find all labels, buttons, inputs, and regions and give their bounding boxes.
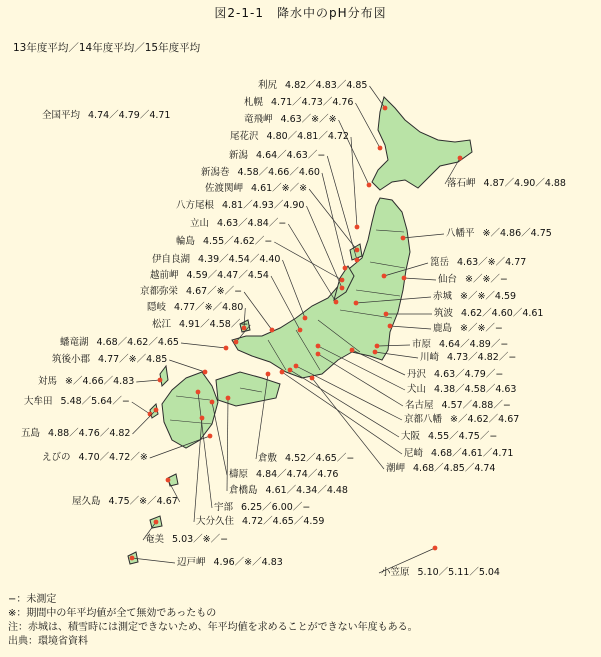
station-12-dot — [270, 328, 275, 333]
notes-block — [8, 593, 418, 649]
station-name: 市原 — [412, 339, 432, 350]
station-values: 4.75／※／4.67 — [108, 496, 178, 507]
station-name: 宇部 — [214, 502, 234, 513]
station-name: 檮原 — [229, 469, 249, 480]
station-11-label — [150, 270, 269, 282]
station-values: 4.77／※／4.85 — [98, 354, 168, 365]
station-3-dot — [355, 225, 360, 230]
station-15-label — [60, 337, 179, 349]
station-name: えびの — [42, 452, 71, 463]
station-name: 佐渡関岬 — [205, 183, 244, 194]
station-43-leader — [296, 366, 402, 420]
station-values: 4.58／4.66／4.60 — [237, 167, 320, 178]
station-41-leader — [318, 346, 405, 390]
station-17-label — [38, 376, 134, 388]
station-0-dot — [383, 106, 388, 111]
station-name: 伊自良湖 — [152, 254, 191, 265]
station-values: 4.38／4.58／4.63 — [434, 384, 517, 395]
station-15-dot — [224, 346, 229, 351]
station-37-dot — [388, 324, 393, 329]
station-name: 倉敷 — [258, 453, 278, 464]
station-33-dot — [382, 274, 387, 279]
station-name: 赤城 — [433, 291, 453, 302]
station-name: 越前岬 — [150, 270, 179, 281]
station-name: 箆岳 — [430, 257, 450, 268]
station-8-dot — [334, 300, 339, 305]
station-name: 輪島 — [176, 236, 196, 247]
station-14-dot — [234, 340, 239, 345]
station-name: 尼崎 — [404, 448, 424, 459]
station-name: 小笠原 — [381, 567, 410, 578]
station-values: 5.03／※／− — [172, 534, 229, 545]
station-values: 4.82／4.83／4.85 — [285, 80, 368, 91]
station-3-leader — [351, 137, 357, 227]
station-name: 竜飛岬 — [244, 114, 273, 125]
station-5-label — [201, 167, 320, 179]
station-name: 潮岬 — [386, 463, 406, 474]
station-29-label — [381, 567, 500, 579]
station-values: 4.96／※／4.83 — [213, 557, 283, 568]
station-21-label — [72, 496, 178, 508]
station-25-dot — [210, 400, 215, 405]
station-45-dot — [280, 370, 285, 375]
station-values: 4.59／4.47／4.54 — [186, 270, 269, 281]
station-values: 4.87／4.90／4.88 — [483, 178, 566, 189]
station-46-label — [386, 463, 495, 475]
station-values: 4.71／4.73／4.76 — [271, 97, 354, 108]
station-name: 利尻 — [258, 80, 278, 91]
station-18-leader — [132, 402, 150, 414]
station-name: 対馬 — [38, 376, 58, 387]
station-values: 4.68／4.61／4.71 — [431, 448, 514, 459]
station-32-dot — [401, 236, 406, 241]
station-20-label — [42, 452, 148, 464]
station-name: 松江 — [152, 319, 172, 330]
station-11-leader — [271, 276, 300, 330]
station-values: 6.25／6.00／− — [241, 502, 311, 513]
note-akagi: 注：赤城は、積雪時には測定できないため、年平均値を求めることができない年度もある。 — [8, 622, 418, 633]
station-values: ※／4.66／4.83 — [65, 376, 135, 387]
station-22-label — [145, 534, 228, 546]
station-values: 4.77／※／4.80 — [174, 302, 244, 313]
station-name: 立山 — [190, 218, 210, 229]
note-invalid: ※：期間中の年平均値が全て無効であったもの — [8, 608, 217, 619]
station-35-label — [433, 291, 516, 303]
station-3-label — [230, 131, 349, 143]
station-42-label — [405, 400, 511, 412]
station-values: 4.68／4.62／4.65 — [96, 337, 179, 348]
station-32-leader — [403, 234, 444, 238]
station-10-label — [152, 254, 280, 266]
station-1-leader — [355, 103, 380, 148]
station-values: 4.39／4.54／4.40 — [198, 254, 281, 265]
station-name: 隠岐 — [147, 302, 167, 313]
station-7-label — [176, 200, 304, 212]
station-10-dot — [303, 316, 308, 321]
station-name: 倉橋島 — [229, 485, 258, 496]
station-15-leader — [181, 343, 226, 348]
station-values: 4.57／4.88／− — [441, 400, 511, 411]
station-40-label — [407, 369, 503, 381]
station-44-label — [401, 431, 497, 443]
station-16-label — [52, 354, 167, 366]
station-36-dot — [384, 312, 389, 317]
station-43-dot — [294, 364, 299, 369]
station-26-dot — [226, 396, 231, 401]
station-24-dot — [266, 372, 271, 377]
station-values: 4.68／4.85／4.74 — [413, 463, 496, 474]
station-values: 4.55／4.62／− — [203, 236, 273, 247]
station-name: 全国平均 — [42, 110, 81, 121]
station-4-dot — [355, 258, 360, 263]
station-6-label — [205, 183, 307, 195]
station-39-label — [420, 352, 516, 364]
station-27-label — [214, 502, 310, 514]
station-28-dot — [200, 416, 205, 421]
station-44-leader — [290, 370, 399, 437]
station-23-dot — [130, 556, 135, 561]
station-13-label — [147, 302, 243, 314]
station-39-leader — [375, 352, 418, 358]
station-values: 4.67／※／− — [186, 286, 243, 297]
station-name: 大分久住 — [196, 516, 235, 527]
station-0-leader — [369, 86, 385, 108]
station-8-label — [190, 218, 286, 230]
station-40-leader — [352, 350, 405, 375]
station-26-label — [229, 485, 348, 497]
station-name: 五島 — [21, 428, 41, 439]
station-23-label — [177, 557, 283, 569]
station-name: 京都弥栄 — [140, 286, 179, 297]
station-36-label — [434, 308, 543, 320]
station-values: 4.63／※／4.77 — [457, 257, 527, 268]
station-19-leader — [132, 410, 156, 434]
station-values: 4.70／4.72／※ — [78, 452, 148, 463]
station-0-label — [258, 80, 367, 92]
station-name: 名古屋 — [405, 400, 434, 411]
station-16-leader — [169, 360, 205, 372]
station-values: 4.88／4.76／4.82 — [48, 428, 131, 439]
note-unmeasured: −：未測定 — [8, 594, 57, 605]
station-17-leader — [136, 380, 160, 382]
station-25-label — [229, 469, 338, 481]
station-37-label — [433, 323, 503, 335]
station-values: 4.61／※／※ — [251, 183, 308, 194]
station-5-dot — [343, 266, 348, 271]
station-20-dot — [208, 434, 213, 439]
station-values: 4.80／4.81／4.72 — [266, 131, 349, 142]
station-9-label — [176, 236, 272, 248]
station-9-leader — [274, 242, 342, 280]
station-37-leader — [390, 326, 431, 329]
station-values: ※／※／− — [460, 323, 503, 334]
station-18-label — [24, 396, 130, 408]
station-values: 4.52／4.65／− — [285, 453, 355, 464]
station-name: 川崎 — [420, 352, 440, 363]
station-24-leader — [256, 374, 268, 459]
station-name: 丹沢 — [407, 369, 427, 380]
station-values: ※／4.86／4.75 — [482, 228, 552, 239]
station-33-leader — [384, 263, 428, 276]
station-values: 4.74／4.79／4.71 — [88, 110, 171, 121]
station-24-label — [258, 453, 354, 465]
station-name: 大牟田 — [24, 396, 53, 407]
station-29-dot — [433, 546, 438, 551]
station-35-leader — [356, 297, 431, 303]
station-19-dot — [154, 408, 159, 413]
station-34-leader — [404, 278, 436, 280]
station-45-label — [404, 448, 513, 460]
station-name: 新潟 — [229, 150, 249, 161]
station-26-leader — [227, 398, 228, 491]
station-35-dot — [354, 301, 359, 306]
station-11-dot — [298, 328, 303, 333]
station-16-dot — [203, 370, 208, 375]
station-30-label — [42, 110, 170, 122]
station-1-label — [244, 97, 353, 109]
station-values: ※／※／4.59 — [460, 291, 517, 302]
station-values: 4.62／4.60／4.61 — [461, 308, 544, 319]
station-name: 大阪 — [401, 431, 421, 442]
station-38-leader — [377, 345, 410, 346]
station-values: 4.64／4.63／− — [256, 150, 326, 161]
station-10-leader — [282, 260, 305, 318]
station-39-dot — [373, 350, 378, 355]
station-34-dot — [402, 276, 407, 281]
station-name: 筑波 — [434, 308, 454, 319]
station-name: 尾花沢 — [230, 131, 259, 142]
station-values: 4.61／4.34／4.48 — [265, 485, 348, 496]
station-43-label — [404, 414, 519, 426]
station-17-dot — [158, 378, 163, 383]
station-2-dot — [367, 183, 372, 188]
station-28-label — [196, 516, 324, 528]
station-name: 筑後小郡 — [52, 354, 91, 365]
station-values: 4.55／4.75／− — [428, 431, 498, 442]
station-41-dot — [316, 344, 321, 349]
station-values: 5.10／5.11／5.04 — [417, 567, 500, 578]
station-34-label — [438, 274, 508, 286]
station-values: 4.81／4.93／4.90 — [222, 200, 305, 211]
station-20-leader — [150, 436, 210, 458]
station-name: 札幌 — [244, 97, 264, 108]
figure-title: 図2-1-1 降水中のpH分布図 — [214, 6, 387, 20]
station-9-dot — [340, 278, 345, 283]
station-21-dot — [166, 478, 171, 483]
station-41-label — [407, 384, 516, 396]
station-values: 4.63／※／※ — [280, 114, 337, 125]
station-42-dot — [316, 352, 321, 357]
station-name: 辺戸岬 — [177, 557, 206, 568]
station-name: 落石岬 — [447, 178, 476, 189]
station-6-leader — [309, 189, 357, 250]
station-38-label — [412, 339, 508, 351]
station-25-leader — [212, 402, 227, 475]
station-values: 4.64／4.89／− — [439, 339, 509, 350]
station-name: 蟠竜湖 — [60, 337, 89, 348]
station-7-leader — [306, 206, 342, 288]
station-values: 4.84／4.74／4.76 — [256, 469, 339, 480]
station-name: 八幡平 — [446, 228, 475, 239]
station-values: 4.91／4.58／− — [179, 319, 249, 330]
note-source: 出典：環境省資料 — [8, 636, 88, 647]
station-23-leader — [132, 558, 175, 563]
station-44-dot — [288, 368, 293, 373]
station-2-label — [244, 114, 337, 126]
station-values: 5.48／5.64／− — [60, 396, 130, 407]
station-12-label — [140, 286, 242, 298]
station-name: 鹿島 — [433, 323, 453, 334]
station-name: 奄美 — [145, 534, 165, 545]
station-name: 八方尾根 — [176, 200, 215, 211]
station-22-dot — [154, 520, 159, 525]
station-values: ※／4.62／4.67 — [450, 414, 520, 425]
station-38-dot — [375, 344, 380, 349]
station-19-label — [21, 428, 130, 440]
station-name: 仙台 — [438, 274, 458, 285]
station-name: 屋久島 — [72, 496, 101, 507]
station-32-label — [446, 228, 552, 240]
station-33-label — [430, 257, 526, 269]
station-4-label — [229, 150, 325, 162]
station-values: 4.63／4.84／− — [217, 218, 287, 229]
legend-text: 13年度平均／14年度平均／15年度平均 — [13, 42, 201, 54]
station-7-dot — [340, 286, 345, 291]
station-45-leader — [282, 372, 402, 454]
station-31-dot — [458, 156, 463, 161]
station-42-leader — [318, 354, 403, 406]
station-name: 新潟巻 — [201, 167, 230, 178]
station-1-dot — [378, 146, 383, 151]
station-31-label — [447, 178, 566, 190]
station-values: 4.63／4.79／− — [434, 369, 504, 380]
station-46-dot — [310, 376, 315, 381]
station-name: 犬山 — [407, 384, 427, 395]
station-values: 4.72／4.65／4.59 — [242, 516, 325, 527]
station-values: 4.73／4.82／− — [447, 352, 517, 363]
station-40-dot — [350, 348, 355, 353]
station-27-dot — [196, 390, 201, 395]
station-name: 京都八幡 — [404, 414, 443, 425]
station-28-leader — [194, 418, 202, 522]
station-values: ※／※／− — [465, 274, 508, 285]
station-27-leader — [198, 392, 212, 508]
station-14-label — [152, 319, 248, 331]
station-6-dot — [355, 248, 360, 253]
